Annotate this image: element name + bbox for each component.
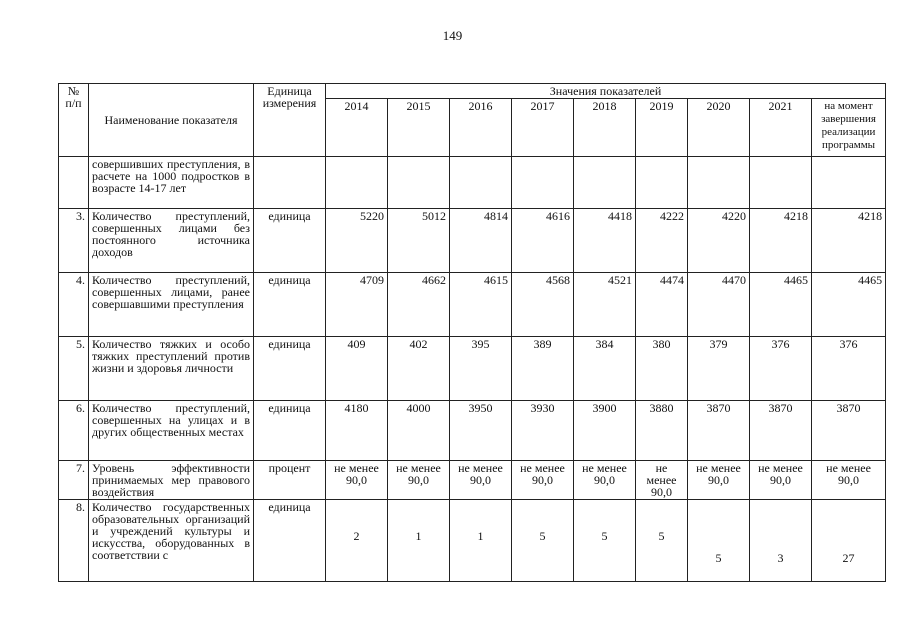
- row-value: [326, 157, 388, 209]
- header-year: 2019: [636, 99, 688, 157]
- header-year: 2015: [388, 99, 450, 157]
- row-value: 3870: [750, 401, 812, 461]
- row-value: 376: [750, 337, 812, 401]
- row-value: 4474: [636, 273, 688, 337]
- indicators-table: [58, 83, 886, 582]
- row-value: 5: [688, 500, 750, 582]
- header-year: 2016: [450, 99, 512, 157]
- row-value: 3: [750, 500, 812, 582]
- row-num: 4.: [59, 273, 89, 337]
- row-value: 5: [574, 500, 636, 582]
- row-unit: единица: [254, 273, 326, 337]
- row-value: не менее 90,0: [512, 461, 574, 500]
- row-value: не менее 90,0: [688, 461, 750, 500]
- row-value: 4180: [326, 401, 388, 461]
- row-value: 379: [688, 337, 750, 401]
- header-name: Наименование показателя: [89, 84, 254, 157]
- row-value: 4220: [688, 209, 750, 273]
- row-unit: [254, 157, 326, 209]
- row-value: 4709: [326, 273, 388, 337]
- table-row: [59, 273, 886, 337]
- row-value: 389: [512, 337, 574, 401]
- header-row-1: [59, 84, 886, 99]
- row-value: 4616: [512, 209, 574, 273]
- row-unit: единица: [254, 337, 326, 401]
- row-value: 4418: [574, 209, 636, 273]
- row-value: 3880: [636, 401, 688, 461]
- row-final: 27: [812, 500, 886, 582]
- header-year: 2018: [574, 99, 636, 157]
- row-final: 4218: [812, 209, 886, 273]
- row-value: 5: [636, 500, 688, 582]
- row-value: 4662: [388, 273, 450, 337]
- row-value: 4615: [450, 273, 512, 337]
- row-final: 4465: [812, 273, 886, 337]
- table-row: [59, 461, 886, 500]
- row-value: 4218: [750, 209, 812, 273]
- page-number: 149: [442, 28, 463, 43]
- row-unit: единица: [254, 401, 326, 461]
- table-row: [59, 337, 886, 401]
- row-value: 4568: [512, 273, 574, 337]
- table-row: [59, 500, 886, 582]
- row-unit: процент: [254, 461, 326, 500]
- row-value: 409: [326, 337, 388, 401]
- row-final: 3870: [812, 401, 886, 461]
- row-value: 1: [450, 500, 512, 582]
- row-value: [574, 157, 636, 209]
- row-name: Количество тяжких и особо тяжких преступлений против жизни и здоровья личности: [89, 337, 254, 401]
- row-value: не менее 90,0: [450, 461, 512, 500]
- row-value: 4000: [388, 401, 450, 461]
- row-name: совершивших преступления, в расчете на 1000 подростков в возрасте 14-17 лет: [89, 157, 254, 209]
- row-value: 4222: [636, 209, 688, 273]
- row-value: 402: [388, 337, 450, 401]
- header-final: на момент завершения реализации программы: [812, 99, 886, 157]
- table-row: [59, 209, 886, 273]
- row-name: Количество преступлений, совершенных лицами без постоянного источника доходов: [89, 209, 254, 273]
- row-value: [450, 157, 512, 209]
- row-value: [388, 157, 450, 209]
- header-year: 2021: [750, 99, 812, 157]
- row-value: [750, 157, 812, 209]
- row-num: 5.: [59, 337, 89, 401]
- row-num: 7.: [59, 461, 89, 500]
- row-value: 5220: [326, 209, 388, 273]
- row-value: 4814: [450, 209, 512, 273]
- row-unit: единица: [254, 209, 326, 273]
- table-row: [59, 157, 886, 209]
- row-num: 3.: [59, 209, 89, 273]
- row-name: Количество преступлений, совершенных лицами, ранее совершавшими преступления: [89, 273, 254, 337]
- row-value: не менее 90,0: [326, 461, 388, 500]
- row-value: 380: [636, 337, 688, 401]
- row-final: [812, 157, 886, 209]
- row-value: 3870: [688, 401, 750, 461]
- row-name: Уровень эффективности принимаемых мер правового воздействия: [89, 461, 254, 500]
- row-value: 2: [326, 500, 388, 582]
- row-value: не менее 90,0: [388, 461, 450, 500]
- row-value: не менее 90,0: [750, 461, 812, 500]
- row-value: 3950: [450, 401, 512, 461]
- row-value: [636, 157, 688, 209]
- row-num: 6.: [59, 401, 89, 461]
- row-value: 3900: [574, 401, 636, 461]
- row-value: не менее 90,0: [636, 461, 688, 500]
- header-unit: Единица измерения: [254, 84, 326, 157]
- row-value: 395: [450, 337, 512, 401]
- header-num: № п/п: [59, 84, 89, 157]
- row-num: 8.: [59, 500, 89, 582]
- row-value: 3930: [512, 401, 574, 461]
- row-value: [688, 157, 750, 209]
- header-year: 2020: [688, 99, 750, 157]
- row-final: не менее 90,0: [812, 461, 886, 500]
- header-year: 2017: [512, 99, 574, 157]
- header-values: Значения показателей: [326, 84, 886, 99]
- row-value: не менее 90,0: [574, 461, 636, 500]
- row-value: 1: [388, 500, 450, 582]
- row-final: 376: [812, 337, 886, 401]
- row-value: 384: [574, 337, 636, 401]
- header-year: 2014: [326, 99, 388, 157]
- row-value: 4465: [750, 273, 812, 337]
- row-value: 5012: [388, 209, 450, 273]
- row-value: [512, 157, 574, 209]
- row-value: 5: [512, 500, 574, 582]
- table-row: [59, 401, 886, 461]
- row-num: [59, 157, 89, 209]
- row-unit: единица: [254, 500, 326, 582]
- row-value: 4470: [688, 273, 750, 337]
- row-value: 4521: [574, 273, 636, 337]
- row-name: Количество преступлений, совершенных на улицах и в других общественных местах: [89, 401, 254, 461]
- row-name: Количество государственных образовательных организаций и учреждений культуры и искусства, оборудованных в соответствии с: [89, 500, 254, 582]
